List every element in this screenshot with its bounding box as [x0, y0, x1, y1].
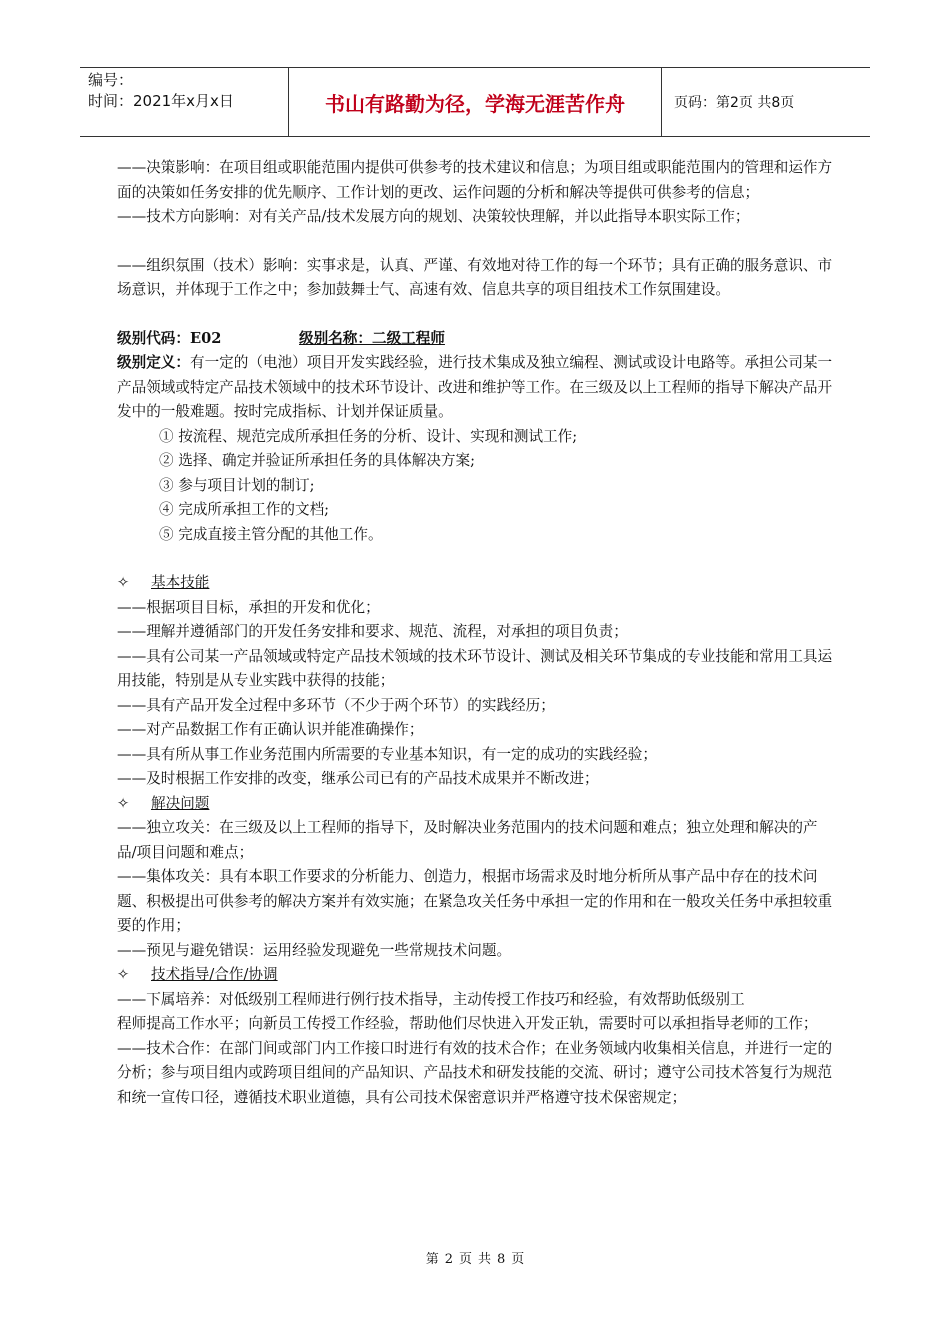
list-item: ——具有所从事工作业务范围内所需要的专业基本知识，有一定的成功的实践经验； — [117, 745, 657, 763]
footer-ye: 页 — [458, 1252, 472, 1267]
section-heading-basic-skills — [117, 571, 833, 596]
list-item: ——理解并遵循部门的开发任务安排和要求、规范、流程，对承担的项目负责； — [117, 623, 628, 640]
list-item: ——及时根据工作安排的改变，继承公司已有的产品技术成果并不断改进； — [117, 770, 599, 787]
document-body — [117, 156, 833, 1110]
list-item: ——预见与避免错误：运用经验发现避免一些常规技术问题。 — [117, 941, 512, 959]
section-title: 基本技能 — [151, 574, 210, 591]
list-item: ③ 参与项目计划的制订; — [159, 476, 315, 494]
list-item: ——具有产品开发全过程中多环节（不少于两个环节）的实践经历； — [117, 696, 555, 714]
footer-di: 第 — [425, 1252, 439, 1267]
footer-gong: 共 — [478, 1252, 492, 1267]
header-meta — [80, 68, 288, 136]
footer-page-number: 2 — [444, 1252, 453, 1267]
list-item: ① 按流程、规范完成所承担任务的分析、设计、实现和测试工作; — [159, 427, 578, 445]
page-footer — [0, 1248, 950, 1267]
list-item: ——对产品数据工作有正确认识并能准确操作； — [117, 721, 424, 738]
list-item: ② 选择、确定并验证所承担任务的具体解决方案; — [159, 452, 476, 469]
header-motto: 书山有路勤为径，学海无涯苦作舟 — [288, 68, 662, 136]
page-header — [80, 67, 870, 137]
list-item: ——集体攻关：具有本职工作要求的分析能力、创造力，根据市场需求及时地分析所从事产品中存在的技术问题、积极提出可供参考的解决方案并有效实施；在紧急攻关任务中承担一定的作用和在一般攻关任务中承担较重要的作用； — [117, 868, 833, 934]
section-title: 技术指导/合作/协调 — [151, 966, 278, 983]
level-name: 级别名称：二级工程师 — [299, 329, 445, 347]
list-item: ④ 完成所承担工作的文档; — [159, 501, 330, 518]
level-def-text: 有一定的（电池）项目开发实践经验，进行技术集成及独立编程、测试或设计电路等。承担公司某一产品领域或特定产品技术领域中的技术环节设计、改进和维护等工作。在三级及以上工程师的指导下解决产品开发中的一般难题。按时完成指标、计划并保证质量。 — [117, 354, 833, 420]
section-heading-guidance — [117, 963, 833, 988]
level-heading — [117, 327, 833, 352]
footer-total-pages: 8 — [497, 1252, 506, 1267]
footer-ye2: 页 — [511, 1252, 525, 1267]
paragraph-org-atmosphere: ——组织氛围（技术）影响：实事求是，认真、严谨、有效地对待工作的每一个环节；具有正确的服务意识、市场意识，并体现于工作之中；参加鼓舞士气、高速有效、信息共享的项目组技术工作氛围建设。 — [117, 256, 833, 298]
diamond-bullet-icon: ✧ — [117, 966, 130, 983]
number-label: 编号： — [88, 71, 134, 89]
list-item: ——下属培养：对低级别工程师进行例行技术指导，主动传授工作技巧和经验，有效帮助低级别工 — [117, 990, 745, 1008]
list-item: ——独立攻关：在三级及以上工程师的指导下，及时解决业务范围内的技术问题和难点；独立处理和解决的产品/项目问题和难点； — [117, 819, 818, 861]
section-heading-problem-solving — [117, 792, 833, 817]
level-code: 级别代码：E02 — [117, 329, 222, 347]
time-label: 时间：2021年x月x日 — [88, 92, 234, 110]
diamond-bullet-icon: ✧ — [117, 794, 130, 812]
list-item: ——具有公司某一产品领域或特定产品技术领域的技术环节设计、测试及相关环节集成的专业技能和常用工具运用技能，特别是从专业实践中获得的技能； — [117, 647, 833, 689]
level-definition — [117, 351, 833, 425]
list-item: ——根据项目目标，承担的开发和优化； — [117, 598, 380, 616]
list-item: ⑤ 完成直接主管分配的其他工作。 — [159, 525, 383, 543]
paragraph-tech-direction: ——技术方向影响：对有关产品/技术发展方向的规划、决策较快理解，并以此指导本职实际工作； — [117, 208, 750, 225]
section-title: 解决问题 — [151, 794, 210, 812]
diamond-bullet-icon: ✧ — [117, 574, 130, 591]
level-def-label: 级别定义： — [117, 354, 190, 371]
list-item: 程师提高工作水平；向新员工传授工作经验，帮助他们尽快进入开发正轨，需要时可以承担指导老师的工作； — [117, 1015, 818, 1032]
header-page-info: 页码：第2页 共8页 — [674, 95, 795, 111]
list-item: ——技术合作：在部门间或部门内工作接口时进行有效的技术合作；在业务领域内收集相关信息，并进行一定的分析；参与项目组内或跨项目组间的产品知识、产品技术和研发技能的交流、研讨；遵守公司技术答复行为规范和统一宣传口径，遵循技术职业道德，具有公司技术保密意识并严格遵守技术保密规定； — [117, 1039, 833, 1106]
paragraph-decision-impact: ——决策影响：在项目组或职能范围内提供可供参考的技术建议和信息；为项目组或职能范围内的管理和运作方面的决策如任务安排的优先顺序、工作计划的更改、运作问题的分析和解决等提供可供参考的信息； — [117, 159, 833, 201]
level-duty-list — [117, 425, 833, 548]
